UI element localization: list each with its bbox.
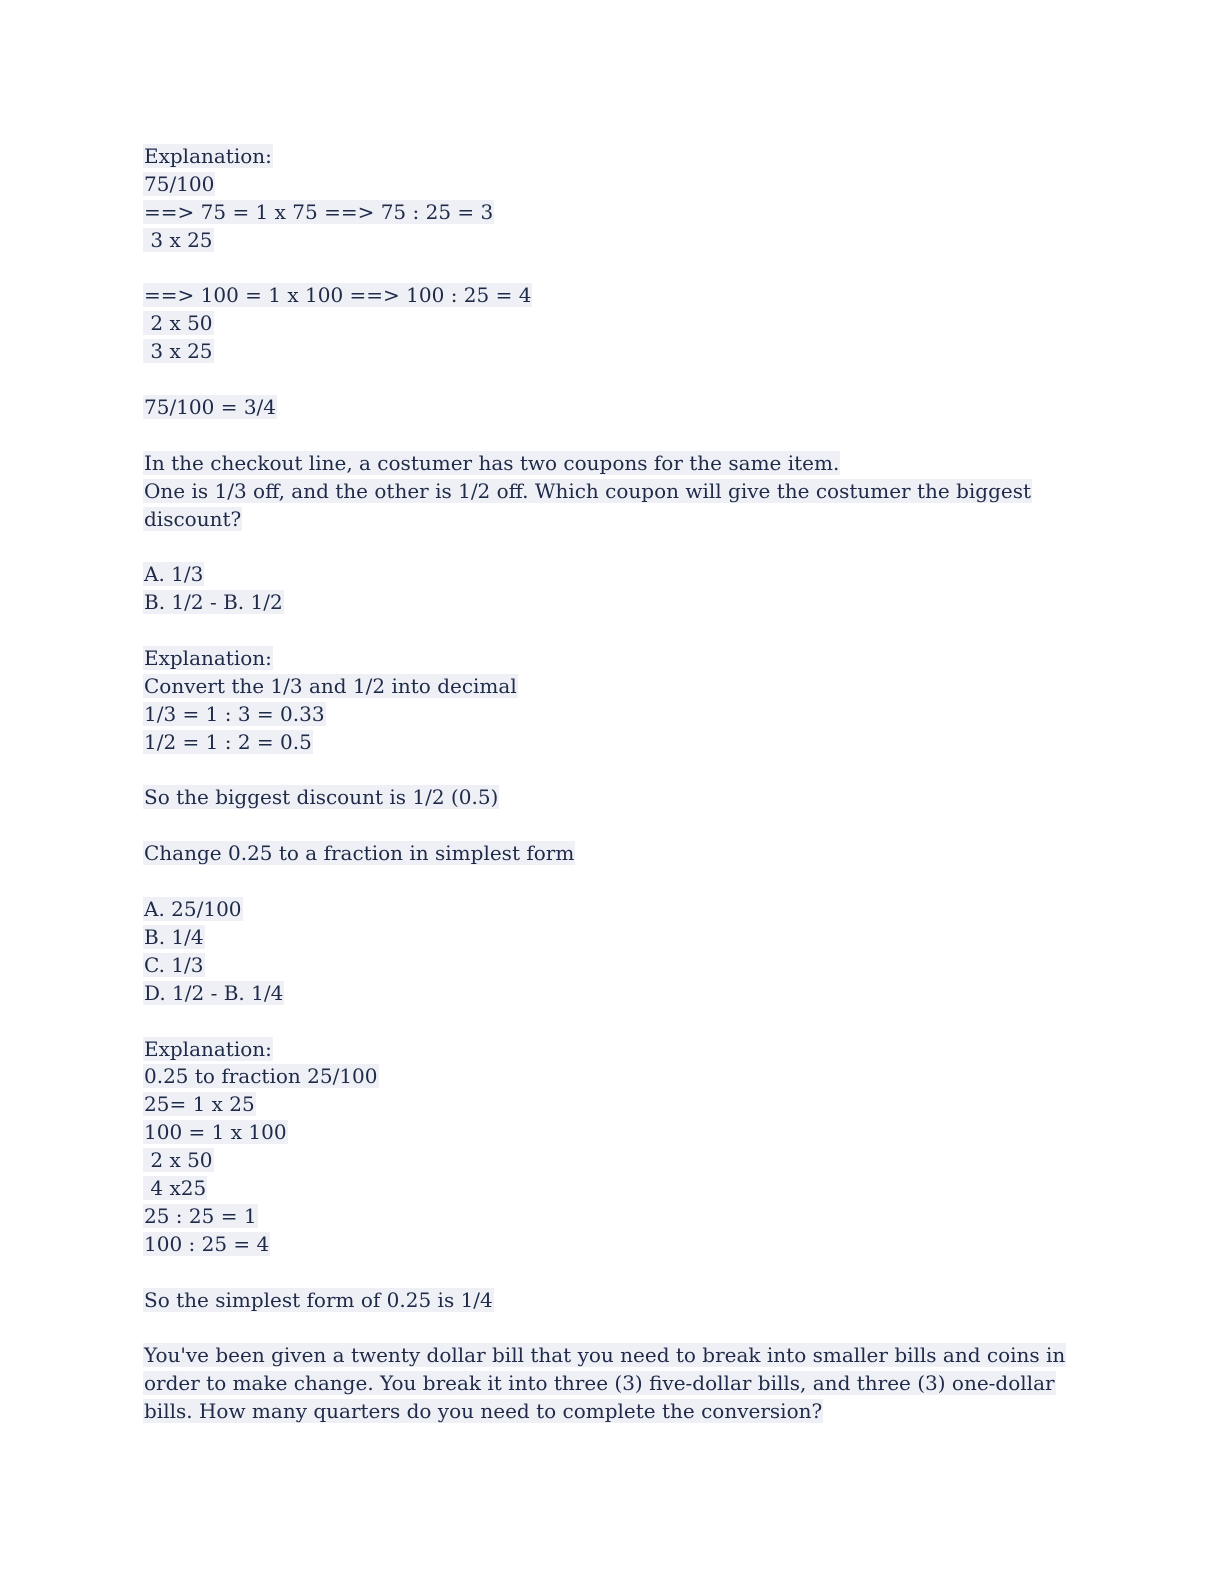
explanation-line: ==> 75 = 1 x 75 ==> 75 : 25 = 3 (144, 199, 494, 224)
explanation-result: 75/100 = 3/4 (144, 395, 277, 420)
answer-option-b: B. 1/2 - B. 1/2 (144, 590, 283, 615)
document-page (143, 143, 1083, 1426)
answer-option-a: A. 1/3 (144, 562, 204, 587)
explanation-heading: Explanation: (144, 144, 272, 168)
question-text: One is 1/3 off, and the other is 1/2 off. Which coupon will give the costumer the biggest (144, 478, 1032, 503)
explanation-line: 0.25 to fraction 25/100 (144, 1064, 378, 1089)
explanation-line: 100 : 25 = 4 (144, 1231, 270, 1256)
answer-option-c: C. 1/3 (144, 952, 204, 977)
explanation-line: 1/3 = 1 : 3 = 0.33 (144, 701, 325, 726)
explanation-line: 25 : 25 = 1 (144, 1203, 257, 1228)
answer-option-a: A. 25/100 (144, 897, 242, 922)
explanation-heading: Explanation: (144, 646, 272, 671)
question-text: order to make change. You break it into three (3) five-dollar bills, and three (3) one-dollar (144, 1371, 1055, 1396)
explanation-result: So the biggest discount is 1/2 (0.5) (144, 785, 499, 810)
explanation-line: ==> 100 = 1 x 100 ==> 100 : 25 = 4 (144, 283, 532, 308)
explanation-line: 3 x 25 (144, 227, 213, 252)
explanation-line: 2 x 50 (144, 311, 213, 336)
answer-option-d: D. 1/2 - B. 1/4 (144, 980, 284, 1005)
explanation-heading: Explanation: (144, 1036, 272, 1061)
explanation-line: 4 x25 (144, 1175, 207, 1200)
explanation-result: So the simplest form of 0.25 is 1/4 (144, 1287, 493, 1312)
explanation-line: 1/2 = 1 : 2 = 0.5 (144, 729, 312, 754)
question-text: discount? (144, 506, 242, 531)
question-text: bills. How many quarters do you need to complete the conversion? (144, 1399, 823, 1424)
explanation-line: 3 x 25 (144, 339, 213, 364)
answer-option-b: B. 1/4 (144, 924, 204, 949)
explanation-line: 25= 1 x 25 (144, 1092, 255, 1117)
question-text: You've been given a twenty dollar bill that you need to break into smaller bills and coins in (144, 1343, 1066, 1368)
question-text: In the checkout line, a costumer has two coupons for the same item. (144, 450, 840, 475)
explanation-line: 100 = 1 x 100 (144, 1120, 287, 1145)
explanation-line: 2 x 50 (144, 1148, 213, 1173)
explanation-line: 75/100 (144, 171, 215, 196)
question-text: Change 0.25 to a fraction in simplest form (144, 841, 575, 866)
explanation-line: Convert the 1/3 and 1/2 into decimal (144, 673, 517, 698)
